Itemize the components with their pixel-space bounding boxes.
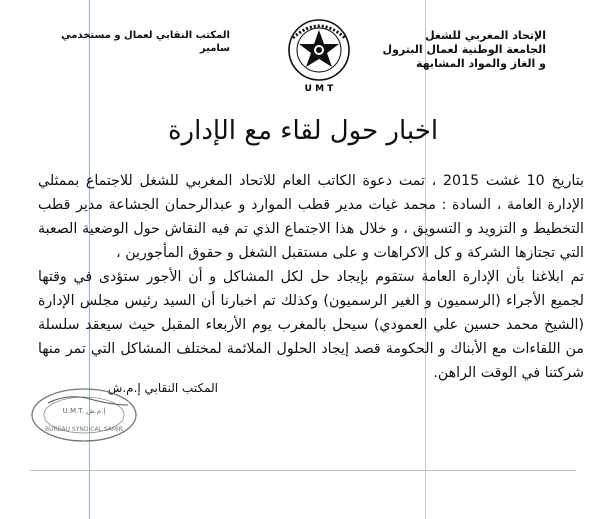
- stamp-top-text: U.M.T. إ.م.ش: [62, 407, 106, 415]
- footer-divider: [30, 470, 576, 471]
- union-office-header: المكتب النقابي لعمال و مستخدمي سامير: [61, 30, 230, 54]
- stamp-bottom-text: BUREAU SYNDICAL SAMIR: [45, 426, 123, 433]
- signature-line: المكتب النقابي إ.م.ش: [107, 381, 218, 395]
- paragraph-1: بتاريخ 10 غشت 2015 ، تمت دعوة الكاتب العام للاتحاد المغربي للشغل للاجتماع بممثلي الإدارة العامة ، السادة : محمد غيات مدير قطب الموارد و عبدالرحمان الجشاعة مدير قطب التخطيط و التزويد و التسويق ، و خلال هذا الاجتماع الذي تم فيه النقاش حول الوضعية الصعبة التي تجتازها الشركة و كل الاكراهات و على مستقبل الشغل و حقوق المأجورين ،: [38, 173, 584, 261]
- org-line-2: الجامعة الوطنية لعمال البترول: [382, 43, 546, 56]
- paragraph-2: تم ابلاغنا بأن الإدارة العامة ستقوم بإيجاد حل لكل المشاكل و أن الأجور ستؤدى في وقتها لجميع الأجراء (الرسميون و الغير الرسميون) وكذلك تم اخبارنا أن السيد رئيس مجلس الإدارة (الشيخ محمد حسين علي العمودي) سيحل بالمغرب يوم الأربعاء المقبل حيث سيعقد سلسلة من اللقاءات مع الأبناك و الحكومة قصد إيجاد الحلول الملائمة لمختلف المشاكل التي تمر منها شركتنا في الوقت الراهن.: [38, 269, 584, 381]
- org-line-3: و الغاز والمواد المشابهة: [416, 57, 546, 70]
- logo-acronym: U M T: [304, 84, 334, 94]
- union-stamp: [28, 385, 140, 445]
- body-text: [38, 169, 584, 385]
- umt-logo: [282, 16, 356, 96]
- org-line-1: الإتحاد المغربي للشغل: [425, 29, 546, 42]
- page-title: اخبار حول لقاء مع الإدارة: [167, 116, 439, 146]
